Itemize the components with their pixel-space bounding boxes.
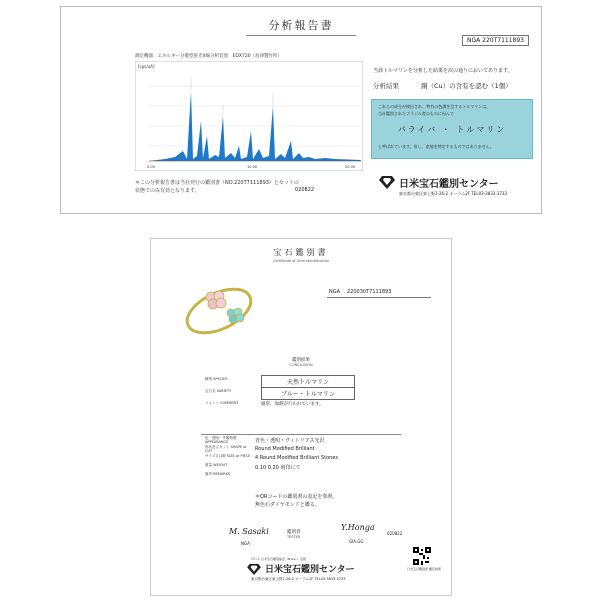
variety-label: 宝石名 VARIETY: [205, 389, 232, 393]
appearance-value: 青色・透明・ヴィトリアス光沢: [255, 438, 325, 444]
appearance-label: 色・透明・外観特徴 APPEARANCE: [205, 436, 237, 444]
species-label: 種別 SPECIES: [205, 377, 228, 381]
approver-label: 鑑別者: [287, 530, 301, 535]
conclusion-title-en: CONCLUSION: [289, 363, 313, 367]
box-text-1: これらの成分が検出され、特有の色調を呈するトルマリンは、: [378, 104, 491, 109]
signature-2-label: GIA.GG: [349, 539, 364, 544]
signature-1-label: NGA: [241, 541, 250, 546]
weight-label: 重量 WEIGHT: [205, 463, 228, 467]
report-code: 020822: [295, 187, 315, 193]
variety-value: ブルー・トルマリン: [261, 387, 355, 400]
remarks-line-2: 無色石ダイヤモンドと鑑る。: [255, 502, 320, 508]
signature-1: M. Sasaki: [229, 527, 269, 536]
ring-photo: [179, 269, 259, 339]
gem-logo-icon: [247, 563, 261, 575]
size-value: 4 Round Modified Brilliant Stones: [255, 455, 338, 461]
certificate-subtitle: Certificate of Gem Identification: [272, 259, 330, 263]
x-tick-1: 10.00: [247, 165, 258, 169]
paraiba-name: パライバ ・ トルマリン: [397, 125, 507, 134]
approver-label-en: TESTER: [287, 535, 301, 539]
shape-label: 形状及びカット SHAPE or CUT: [205, 445, 247, 453]
signature-2: Y.Honga: [341, 523, 375, 532]
box-text-2: 当社鑑別されたブラジル産のものに因んで: [378, 111, 454, 116]
species-value: 天然トルマリン: [261, 375, 355, 388]
pink-stone-cluster: [206, 291, 226, 309]
conclusion-title: 鑑別結果: [292, 358, 310, 363]
gem-certificate: [150, 238, 452, 596]
certificate-org-small: ＮＧＡ 日米宝石鑑別協会（N.G.L.）会員: [251, 557, 307, 561]
size-label: サイズ又は数 SIZE or PIECE: [205, 454, 251, 458]
weight-value: 0.10 0.20 刻印にて: [255, 465, 301, 471]
analysis-report: [60, 6, 542, 214]
nga-underline: [327, 297, 431, 298]
properties-table: [201, 434, 401, 483]
report-footnote-1: ＊この分析報告書は当社発行の鑑別書（NO.220T7111893）とセットの: [135, 180, 299, 186]
certificate-org-name: 日米宝石鑑別センター: [265, 565, 355, 575]
remarks-line-1: ＊QRコードの鑑別書の表記を参照。: [255, 494, 338, 500]
x-tick-0: 0.00: [147, 165, 155, 169]
spectrum-ylabel: [cps/uA]: [138, 64, 155, 69]
nga-number: 220030T7111893: [347, 289, 392, 295]
qr-caption: 日米宝石鑑別書 鑑定結果: [407, 567, 441, 571]
nga-label: NGA: [329, 289, 341, 295]
result-label: 分析結果: [373, 82, 399, 90]
xrf-spectrum: [135, 61, 363, 171]
report-org-name: 日米宝石鑑別センター: [399, 179, 499, 190]
result-value: 銅（Cu）の含有を認む（1個）: [421, 82, 512, 90]
comment-value: 通常、加熱が行われています。: [261, 402, 324, 407]
certificate-org-address: 東京都台東区東上野1-26-2 オーラム2F TEL03-3833-3733: [251, 577, 346, 581]
report-footnote-2: 状態でのみ有効となります。: [135, 188, 200, 194]
shape-value: Round Modified Brilliant: [255, 446, 315, 452]
paraiba-box: [371, 99, 533, 159]
box-text-3: と呼ばれています。但し、産地を特定するものではありません。: [378, 144, 494, 149]
x-tick-2: 20.00: [345, 165, 356, 169]
report-org-address: 東京都台東区東上野1-26-2 オーラム2F TEL03-3833-3733: [399, 191, 507, 196]
report-title: 分析報告書: [268, 19, 334, 32]
comment-label: コメント COMMENT: [205, 401, 239, 405]
certificate-code: 020822: [387, 531, 403, 536]
qr-code-icon[interactable]: [413, 547, 431, 565]
blue-stone-cluster: [227, 308, 244, 323]
certificate-title: 宝石鑑別書: [273, 248, 329, 257]
title-underline: [246, 35, 356, 36]
remarks-label: 備考 REMARKS: [205, 472, 231, 476]
gem-logo-icon: [379, 175, 395, 189]
spectrum-caption: 測定機器：エネルギー分散型蛍光X線分析装置 EDX720（島津製作所）: [135, 54, 283, 59]
report-nga-number: NGA 220T7111893: [462, 35, 529, 46]
report-intro: 当該トルマリンを分析した結果を次の通りにおいてあります。: [373, 68, 513, 74]
